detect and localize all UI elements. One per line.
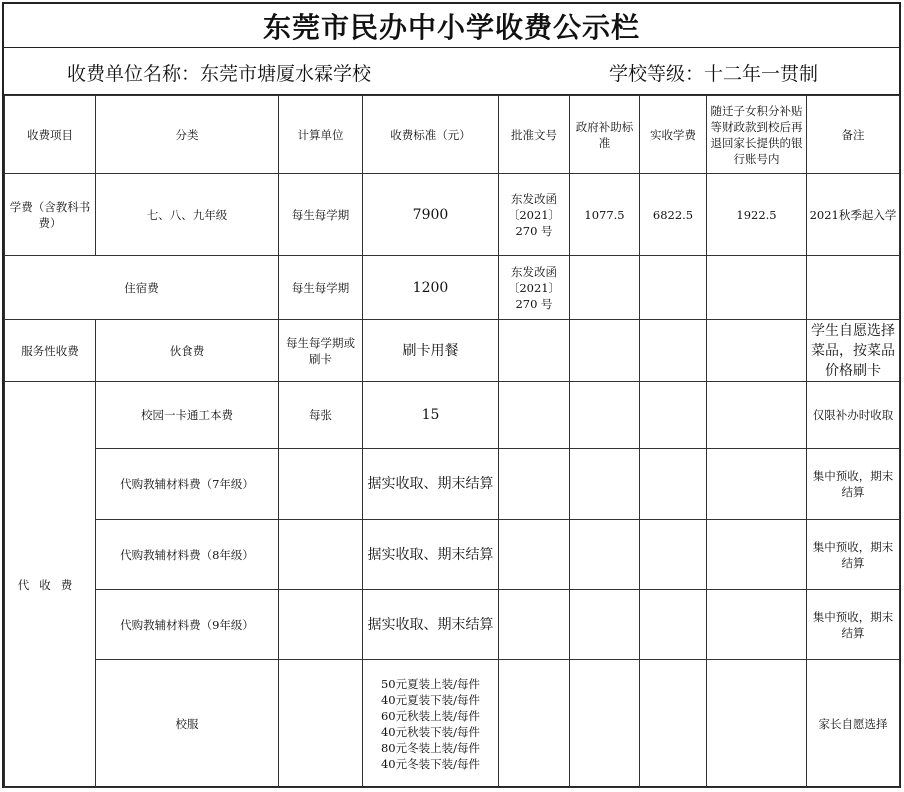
table-row-materials-7 bbox=[5, 449, 900, 520]
table-row-materials-8 bbox=[5, 520, 900, 590]
uniform-price-line: 80元冬装上装/每件 bbox=[380, 740, 480, 755]
cell-actual bbox=[640, 660, 707, 788]
header-standard: 收费标准（元） bbox=[363, 96, 499, 174]
cell-approval bbox=[499, 449, 570, 520]
cell-remark: 集中预收，期末结算 bbox=[807, 520, 900, 590]
table-row-lodging bbox=[5, 256, 900, 320]
cell-approval bbox=[499, 382, 570, 449]
header-actual: 实收学费 bbox=[640, 96, 707, 174]
table-row-card bbox=[5, 382, 900, 449]
cell-refund bbox=[707, 449, 807, 520]
cell-standard: 7900 bbox=[363, 174, 499, 256]
cell-refund bbox=[707, 520, 807, 590]
fee-notice-board bbox=[2, 2, 901, 788]
cell-actual bbox=[640, 382, 707, 449]
cell-standard: 据实收取、期末结算 bbox=[363, 590, 499, 660]
cell-actual: 6822.5 bbox=[640, 174, 707, 256]
cell-remark: 集中预收，期末结算 bbox=[807, 590, 900, 660]
cell-refund bbox=[707, 660, 807, 788]
cell-subsidy bbox=[570, 590, 640, 660]
school-name: 收费单位名称：东莞市塘厦水霖学校 bbox=[67, 63, 372, 85]
cell-item: 学费（含教科书费） bbox=[5, 174, 96, 256]
cell-subsidy bbox=[570, 382, 640, 449]
header-row bbox=[5, 96, 900, 174]
cell-actual bbox=[640, 520, 707, 590]
header-refund: 随迁子女积分补贴等财政款到校后再退回家长提供的银行账号内 bbox=[707, 96, 807, 174]
cell-calc-unit: 每生每学期 bbox=[279, 174, 363, 256]
cell-approval: 东发改函〔2021〕270 号 bbox=[499, 174, 570, 256]
header-category: 分类 bbox=[96, 96, 279, 174]
cell-remark: 仅限补办时收取 bbox=[807, 382, 900, 449]
cell-remark: 学生自愿选择菜品，按菜品价格刷卡 bbox=[807, 320, 900, 382]
cell-calc-unit: 每张 bbox=[279, 382, 363, 449]
cell-calc-unit bbox=[279, 660, 363, 788]
cell-category: 住宿费 bbox=[5, 256, 279, 320]
header-subsidy: 政府补助标准 bbox=[570, 96, 640, 174]
cell-remark: 家长自愿选择 bbox=[807, 660, 900, 788]
cell-refund bbox=[707, 256, 807, 320]
cell-actual bbox=[640, 256, 707, 320]
cell-calc-unit: 每生每学期或刷卡 bbox=[279, 320, 363, 382]
cell-refund bbox=[707, 320, 807, 382]
cell-subsidy bbox=[570, 256, 640, 320]
page-title: 东莞市民办中小学收费公示栏 bbox=[4, 4, 899, 48]
cell-category: 校园一卡通工本费 bbox=[96, 382, 279, 449]
cell-subsidy bbox=[570, 449, 640, 520]
cell-calc-unit bbox=[279, 520, 363, 590]
cell-category: 代购教辅材料费（9年级） bbox=[96, 590, 279, 660]
cell-remark: 2021秋季起入学 bbox=[807, 174, 900, 256]
cell-standard: 15 bbox=[363, 382, 499, 449]
cell-category: 校服 bbox=[96, 660, 279, 788]
cell-subsidy bbox=[570, 660, 640, 788]
cell-actual bbox=[640, 320, 707, 382]
cell-standard: 据实收取、期末结算 bbox=[363, 520, 499, 590]
cell-calc-unit: 每生每学期 bbox=[279, 256, 363, 320]
fee-table bbox=[4, 95, 900, 788]
cell-approval bbox=[499, 320, 570, 382]
cell-refund: 1922.5 bbox=[707, 174, 807, 256]
cell-subsidy bbox=[570, 520, 640, 590]
uniform-price-line: 60元秋装上装/每件 bbox=[380, 708, 480, 723]
table-row-materials-9 bbox=[5, 590, 900, 660]
cell-refund bbox=[707, 590, 807, 660]
cell-actual bbox=[640, 449, 707, 520]
cell-subsidy bbox=[570, 320, 640, 382]
cell-category: 伙食费 bbox=[96, 320, 279, 382]
uniform-price-line: 50元夏装上装/每件 bbox=[380, 676, 480, 691]
cell-approval bbox=[499, 660, 570, 788]
cell-category: 代购教辅材料费（7年级） bbox=[96, 449, 279, 520]
cell-subsidy: 1077.5 bbox=[570, 174, 640, 256]
table-row-uniform bbox=[5, 660, 900, 788]
cell-standard: 据实收取、期末结算 bbox=[363, 449, 499, 520]
cell-category: 七、八、九年级 bbox=[96, 174, 279, 256]
header-item: 收费项目 bbox=[5, 96, 96, 174]
school-info-bar bbox=[4, 48, 899, 95]
cell-approval bbox=[499, 520, 570, 590]
header-remark: 备注 bbox=[807, 96, 900, 174]
cell-category: 代购教辅材料费（8年级） bbox=[96, 520, 279, 590]
cell-standard bbox=[363, 660, 499, 788]
cell-refund bbox=[707, 382, 807, 449]
cell-calc-unit bbox=[279, 449, 363, 520]
school-level: 学校等级：十二年一贯制 bbox=[609, 63, 819, 85]
cell-standard: 1200 bbox=[363, 256, 499, 320]
cell-approval: 东发改函〔2021〕270 号 bbox=[499, 256, 570, 320]
cell-approval bbox=[499, 590, 570, 660]
uniform-price-line: 40元夏装下装/每件 bbox=[380, 692, 480, 707]
cell-item: 服务性收费 bbox=[5, 320, 96, 382]
cell-remark: 集中预收，期末结算 bbox=[807, 449, 900, 520]
cell-item: 代收费 bbox=[5, 382, 96, 788]
table-row-meals bbox=[5, 320, 900, 382]
uniform-price-line: 40元冬装下装/每件 bbox=[380, 756, 480, 771]
uniform-price-line: 40元秋装下装/每件 bbox=[380, 724, 480, 739]
cell-remark bbox=[807, 256, 900, 320]
table-row-tuition bbox=[5, 174, 900, 256]
cell-actual bbox=[640, 590, 707, 660]
header-calc-unit: 计算单位 bbox=[279, 96, 363, 174]
cell-standard: 刷卡用餐 bbox=[363, 320, 499, 382]
header-approval: 批准文号 bbox=[499, 96, 570, 174]
cell-calc-unit bbox=[279, 590, 363, 660]
